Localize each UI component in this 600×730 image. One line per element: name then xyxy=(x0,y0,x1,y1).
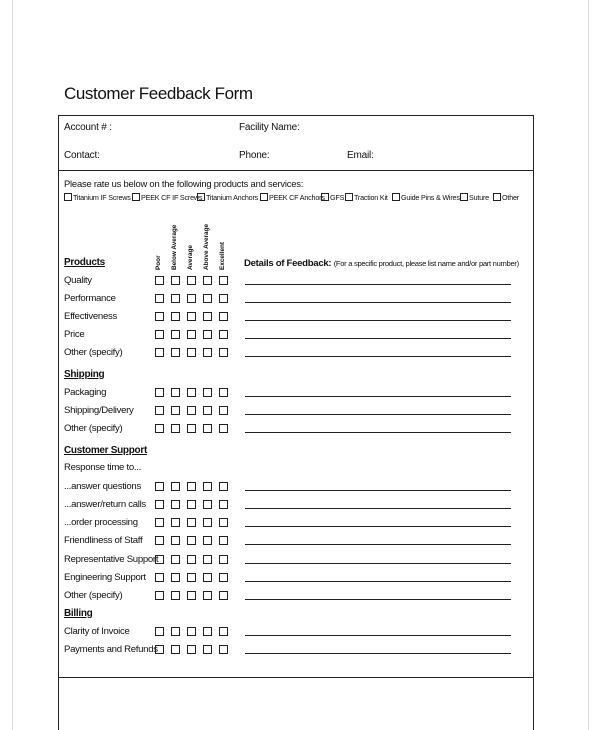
row-label-other-shipping: Other (specify) xyxy=(64,423,123,434)
row-label-other-products: Other (specify) xyxy=(64,347,123,358)
rating-checkbox-above-average[interactable] xyxy=(203,518,212,527)
rating-header-average: Average xyxy=(187,245,194,270)
rating-checkbox-below-average[interactable] xyxy=(171,573,180,582)
rating-checkbox-poor[interactable] xyxy=(155,555,164,564)
rating-checkbox-below-average[interactable] xyxy=(171,294,180,303)
contact-label: Contact: xyxy=(64,150,100,161)
rating-checkbox-excellent[interactable] xyxy=(219,645,228,654)
rating-checkbox-poor[interactable] xyxy=(155,518,164,527)
rating-checkbox-above-average[interactable] xyxy=(203,500,212,509)
header-divider xyxy=(58,170,534,171)
rating-checkbox-excellent[interactable] xyxy=(219,591,228,600)
rating-checkbox-average[interactable] xyxy=(187,482,196,491)
phone-label: Phone: xyxy=(239,150,270,161)
service-suture[interactable]: Suture xyxy=(460,193,489,202)
rating-checkbox-below-average[interactable] xyxy=(171,312,180,321)
rating-checkbox-excellent[interactable] xyxy=(219,500,228,509)
rating-checkbox-below-average[interactable] xyxy=(171,627,180,636)
feedback-line[interactable] xyxy=(245,581,511,582)
checkbox[interactable] xyxy=(460,193,468,201)
rating-checkbox-average[interactable] xyxy=(187,645,196,654)
feedback-line[interactable] xyxy=(245,356,511,357)
feedback-line[interactable] xyxy=(245,544,511,545)
feedback-line[interactable] xyxy=(245,432,511,433)
page-edge-right xyxy=(588,0,589,730)
rating-header-below-average: Below Average xyxy=(171,224,178,270)
rating-checkbox-excellent[interactable] xyxy=(219,276,228,285)
checkbox[interactable] xyxy=(260,193,268,201)
row-label-order-processing: ...order processing xyxy=(64,517,138,528)
checkbox[interactable] xyxy=(321,193,329,201)
rating-checkbox-below-average[interactable] xyxy=(171,555,180,564)
rating-checkbox-average[interactable] xyxy=(187,330,196,339)
service-traction-kit[interactable]: Traction Kit xyxy=(345,193,388,202)
rating-checkbox-average[interactable] xyxy=(187,388,196,397)
checkbox[interactable] xyxy=(392,193,400,201)
rating-checkbox-below-average[interactable] xyxy=(171,276,180,285)
rating-checkbox-above-average[interactable] xyxy=(203,627,212,636)
rating-checkbox-excellent[interactable] xyxy=(219,482,228,491)
account-label: Account # : xyxy=(64,122,112,133)
rating-header-poor: Poor xyxy=(155,255,162,270)
rating-checkbox-poor[interactable] xyxy=(155,276,164,285)
rating-checkbox-average[interactable] xyxy=(187,627,196,636)
rating-checkbox-excellent[interactable] xyxy=(219,424,228,433)
row-label-eng-support: Engineering Support xyxy=(64,572,146,583)
row-label-answer-calls: ...answer/return calls xyxy=(64,499,146,510)
rating-checkbox-poor[interactable] xyxy=(155,388,164,397)
row-label-answer-questions: ...answer questions xyxy=(64,481,141,492)
rating-checkbox-above-average[interactable] xyxy=(203,388,212,397)
service-guide-pins-wires[interactable]: Guide Pins & Wires xyxy=(392,193,460,202)
rating-checkbox-excellent[interactable] xyxy=(219,573,228,582)
rating-header-excellent: Excellent xyxy=(219,241,226,270)
rating-checkbox-excellent[interactable] xyxy=(219,406,228,415)
feedback-line[interactable] xyxy=(245,599,511,600)
rating-checkbox-excellent[interactable] xyxy=(219,294,228,303)
row-label-shipping-delivery: Shipping/Delivery xyxy=(64,405,134,416)
row-label-rep-support: Representative Support xyxy=(64,554,159,565)
details-label: Details of Feedback: xyxy=(244,258,332,269)
section-billing: Billing xyxy=(64,608,93,619)
row-label-quality: Quality xyxy=(64,275,92,286)
rating-checkbox-average[interactable] xyxy=(187,536,196,545)
row-label-price: Price xyxy=(64,329,85,340)
rating-checkbox-below-average[interactable] xyxy=(171,482,180,491)
rating-checkbox-excellent[interactable] xyxy=(219,518,228,527)
rating-checkbox-poor[interactable] xyxy=(155,482,164,491)
service-titanium-if-screws[interactable]: Titanium IF Screws xyxy=(64,193,131,202)
section-shipping: Shipping xyxy=(64,369,105,380)
row-label-other-support: Other (specify) xyxy=(64,590,123,601)
rating-checkbox-above-average[interactable] xyxy=(203,482,212,491)
checkbox[interactable] xyxy=(493,193,501,201)
checkbox[interactable] xyxy=(345,193,353,201)
rating-checkbox-above-average[interactable] xyxy=(203,312,212,321)
feedback-line[interactable] xyxy=(245,653,511,654)
row-label-effectiveness: Effectiveness xyxy=(64,311,117,322)
form-title: Customer Feedback Form xyxy=(64,84,253,103)
feedback-line[interactable] xyxy=(245,490,511,491)
row-label-packaging: Packaging xyxy=(64,387,107,398)
feedback-line[interactable] xyxy=(245,338,511,339)
feedback-line[interactable] xyxy=(245,320,511,321)
feedback-line[interactable] xyxy=(245,563,511,564)
rating-checkbox-poor[interactable] xyxy=(155,500,164,509)
rating-checkbox-above-average[interactable] xyxy=(203,536,212,545)
email-label: Email: xyxy=(347,150,374,161)
rating-checkbox-below-average[interactable] xyxy=(171,500,180,509)
rating-checkbox-poor[interactable] xyxy=(155,330,164,339)
rating-checkbox-excellent[interactable] xyxy=(219,555,228,564)
rating-checkbox-excellent[interactable] xyxy=(219,348,228,357)
rating-checkbox-poor[interactable] xyxy=(155,573,164,582)
rating-checkbox-poor[interactable] xyxy=(155,424,164,433)
rating-checkbox-above-average[interactable] xyxy=(203,591,212,600)
details-hint: (For a specific product, please list name and/or part number) xyxy=(333,259,519,268)
rating-header-above-average: Above Average xyxy=(203,223,210,270)
row-label-performance: Performance xyxy=(64,293,116,304)
rating-checkbox-above-average[interactable] xyxy=(203,424,212,433)
checkbox[interactable] xyxy=(64,193,72,201)
rating-checkbox-poor[interactable] xyxy=(155,312,164,321)
feedback-line[interactable] xyxy=(245,284,511,285)
rating-checkbox-below-average[interactable] xyxy=(171,645,180,654)
row-label-clarity-invoice: Clarity of Invoice xyxy=(64,626,130,637)
service-other[interactable]: Other xyxy=(493,193,519,202)
rating-checkbox-poor[interactable] xyxy=(155,294,164,303)
details-heading xyxy=(244,258,519,269)
rating-checkbox-excellent[interactable] xyxy=(219,312,228,321)
rating-checkbox-below-average[interactable] xyxy=(171,518,180,527)
rating-checkbox-poor[interactable] xyxy=(155,348,164,357)
facility-label: Facility Name: xyxy=(239,122,300,133)
checkbox[interactable] xyxy=(132,193,140,201)
feedback-line[interactable] xyxy=(245,635,511,636)
service-titanium-anchors[interactable]: Titanium Anchors xyxy=(197,193,258,202)
rating-checkbox-average[interactable] xyxy=(187,312,196,321)
feedback-line[interactable] xyxy=(245,508,511,509)
service-gfs[interactable]: GFS xyxy=(321,193,344,202)
rating-checkbox-average[interactable] xyxy=(187,591,196,600)
rating-checkbox-average[interactable] xyxy=(187,573,196,582)
rating-checkbox-average[interactable] xyxy=(187,555,196,564)
rating-checkbox-average[interactable] xyxy=(187,518,196,527)
rating-checkbox-average[interactable] xyxy=(187,276,196,285)
rating-checkbox-average[interactable] xyxy=(187,348,196,357)
feedback-line[interactable] xyxy=(245,396,511,397)
feedback-line[interactable] xyxy=(245,526,511,527)
rating-checkbox-excellent[interactable] xyxy=(219,627,228,636)
rating-checkbox-below-average[interactable] xyxy=(171,330,180,339)
row-label-friendliness: Friendliness of Staff xyxy=(64,535,143,546)
rating-checkbox-average[interactable] xyxy=(187,424,196,433)
rating-checkbox-above-average[interactable] xyxy=(203,294,212,303)
rating-checkbox-above-average[interactable] xyxy=(203,276,212,285)
rating-checkbox-average[interactable] xyxy=(187,294,196,303)
rating-checkbox-poor[interactable] xyxy=(155,645,164,654)
rating-checkbox-below-average[interactable] xyxy=(171,348,180,357)
rating-checkbox-excellent[interactable] xyxy=(219,330,228,339)
rating-checkbox-above-average[interactable] xyxy=(203,555,212,564)
feedback-line[interactable] xyxy=(245,414,511,415)
rating-checkbox-poor[interactable] xyxy=(155,591,164,600)
rating-checkbox-below-average[interactable] xyxy=(171,536,180,545)
page-edge-left xyxy=(12,0,13,730)
rating-checkbox-below-average[interactable] xyxy=(171,591,180,600)
rating-checkbox-excellent[interactable] xyxy=(219,388,228,397)
rate-prompt: Please rate us below on the following products and services: xyxy=(64,178,304,189)
rating-checkbox-below-average[interactable] xyxy=(171,388,180,397)
row-label-payments-refunds: Payments and Refunds xyxy=(64,644,158,655)
rating-checkbox-below-average[interactable] xyxy=(171,406,180,415)
rating-checkbox-below-average[interactable] xyxy=(171,424,180,433)
form-box xyxy=(58,115,534,730)
rating-checkbox-poor[interactable] xyxy=(155,406,164,415)
section-customer-support: Customer Support xyxy=(64,445,147,456)
service-peek-cf-anchors[interactable]: PEEK CF Anchors xyxy=(260,193,325,202)
feedback-line[interactable] xyxy=(245,302,511,303)
checkbox[interactable] xyxy=(197,193,205,201)
rating-checkbox-poor[interactable] xyxy=(155,627,164,636)
row-label-response-time: Response time to... xyxy=(64,462,141,473)
rating-checkbox-average[interactable] xyxy=(187,500,196,509)
service-peek-cf-if-screws[interactable]: PEEK CF IF Screws xyxy=(132,193,202,202)
form-bottom-rule xyxy=(58,677,534,678)
rating-checkbox-poor[interactable] xyxy=(155,536,164,545)
rating-checkbox-above-average[interactable] xyxy=(203,573,212,582)
section-products: Products xyxy=(64,257,105,268)
rating-checkbox-above-average[interactable] xyxy=(203,348,212,357)
rating-checkbox-above-average[interactable] xyxy=(203,406,212,415)
rating-checkbox-average[interactable] xyxy=(187,406,196,415)
rating-checkbox-above-average[interactable] xyxy=(203,645,212,654)
rating-checkbox-above-average[interactable] xyxy=(203,330,212,339)
rating-checkbox-excellent[interactable] xyxy=(219,536,228,545)
